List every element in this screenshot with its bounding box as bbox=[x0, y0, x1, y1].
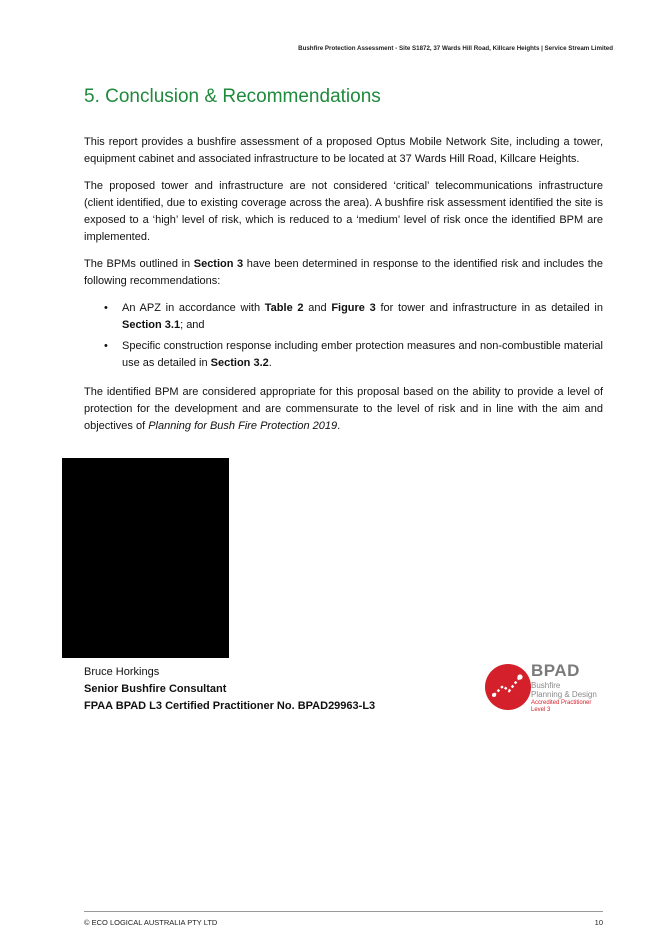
text: ; and bbox=[180, 319, 205, 331]
logo-text-line: Bushfire bbox=[531, 681, 561, 690]
section-ref: Section 3.2 bbox=[210, 357, 269, 369]
footer-divider bbox=[84, 911, 603, 912]
list-item bbox=[104, 338, 603, 372]
bullet-icon: • bbox=[104, 302, 108, 314]
figure-ref: Figure 3 bbox=[331, 302, 376, 314]
bpad-logo-icon bbox=[483, 662, 533, 712]
signatory-name: Bruce Horkings bbox=[84, 666, 160, 678]
text: for tower and infrastructure in as detailed in bbox=[375, 302, 603, 314]
text: and bbox=[303, 302, 332, 314]
logo-accreditation: Accredited Practitioner bbox=[531, 700, 592, 706]
text: . bbox=[268, 357, 272, 369]
paragraph-risk: The proposed tower and infrastructure are not considered ‘critical’ telecommunications infrastructure (client identified, due to existing coverage across the area). A bushfire risk assessment identified the site is exposed to a ‘high’ level of risk, which is reduced to a ‘medium’ level of risk once the identified BPM are implemented. bbox=[84, 180, 603, 243]
text: have been determined in response to the identified risk and includes the following recommendations: bbox=[84, 258, 603, 287]
table-ref: Table 2 bbox=[264, 302, 304, 314]
signatory-certification: FPAA BPAD L3 Certified Practitioner No. BPAD29963-L3 bbox=[84, 700, 376, 712]
logo-level: Level 3 bbox=[531, 707, 551, 713]
section-ref: Section 3 bbox=[193, 258, 244, 270]
section-title: 5. Conclusion & Recommendations bbox=[84, 86, 381, 107]
text: An APZ in accordance with bbox=[122, 302, 265, 314]
redacted-signature-block bbox=[62, 458, 229, 658]
recommendation-list bbox=[84, 300, 603, 372]
signature-block bbox=[84, 664, 375, 715]
body-text bbox=[84, 134, 603, 445]
paragraph-conclusion bbox=[84, 384, 603, 435]
text: Specific construction response including ember protection measures and non-combustible material use as detailed in bbox=[122, 340, 603, 369]
list-item bbox=[104, 300, 603, 334]
signatory-role: Senior Bushfire Consultant bbox=[84, 683, 227, 695]
text: . bbox=[337, 420, 341, 432]
text: The BPMs outlined in bbox=[84, 258, 194, 270]
document-title-ref: Planning for Bush Fire Protection 2019 bbox=[148, 420, 338, 432]
paragraph-bpm bbox=[84, 256, 603, 290]
text: The identified BPM are considered appropriate for this proposal based on the ability to provide a level of protection for the development and are commensurate to the level of risk and in line with the aim and objectives of bbox=[84, 386, 603, 432]
page-number: 10 bbox=[594, 918, 603, 927]
bullet-icon: • bbox=[104, 340, 108, 352]
logo-text-line: Planning & Design bbox=[531, 690, 597, 699]
section-ref: Section 3.1 bbox=[122, 319, 181, 331]
footer-copyright: © ECO LOGICAL AUSTRALIA PTY LTD bbox=[84, 918, 218, 927]
running-header: Bushfire Protection Assessment - Site S1872, 37 Wards Hill Road, Killcare Heights | Service Stream Limited bbox=[298, 45, 613, 52]
paragraph-intro: This report provides a bushfire assessment of a proposed Optus Mobile Network Site, including a tower, equipment cabinet and associated infrastructure to be located at 37 Wards Hill Road, Killcare Heights. bbox=[84, 136, 603, 165]
bpad-logo bbox=[483, 660, 603, 726]
logo-brand: BPAD bbox=[531, 661, 580, 680]
